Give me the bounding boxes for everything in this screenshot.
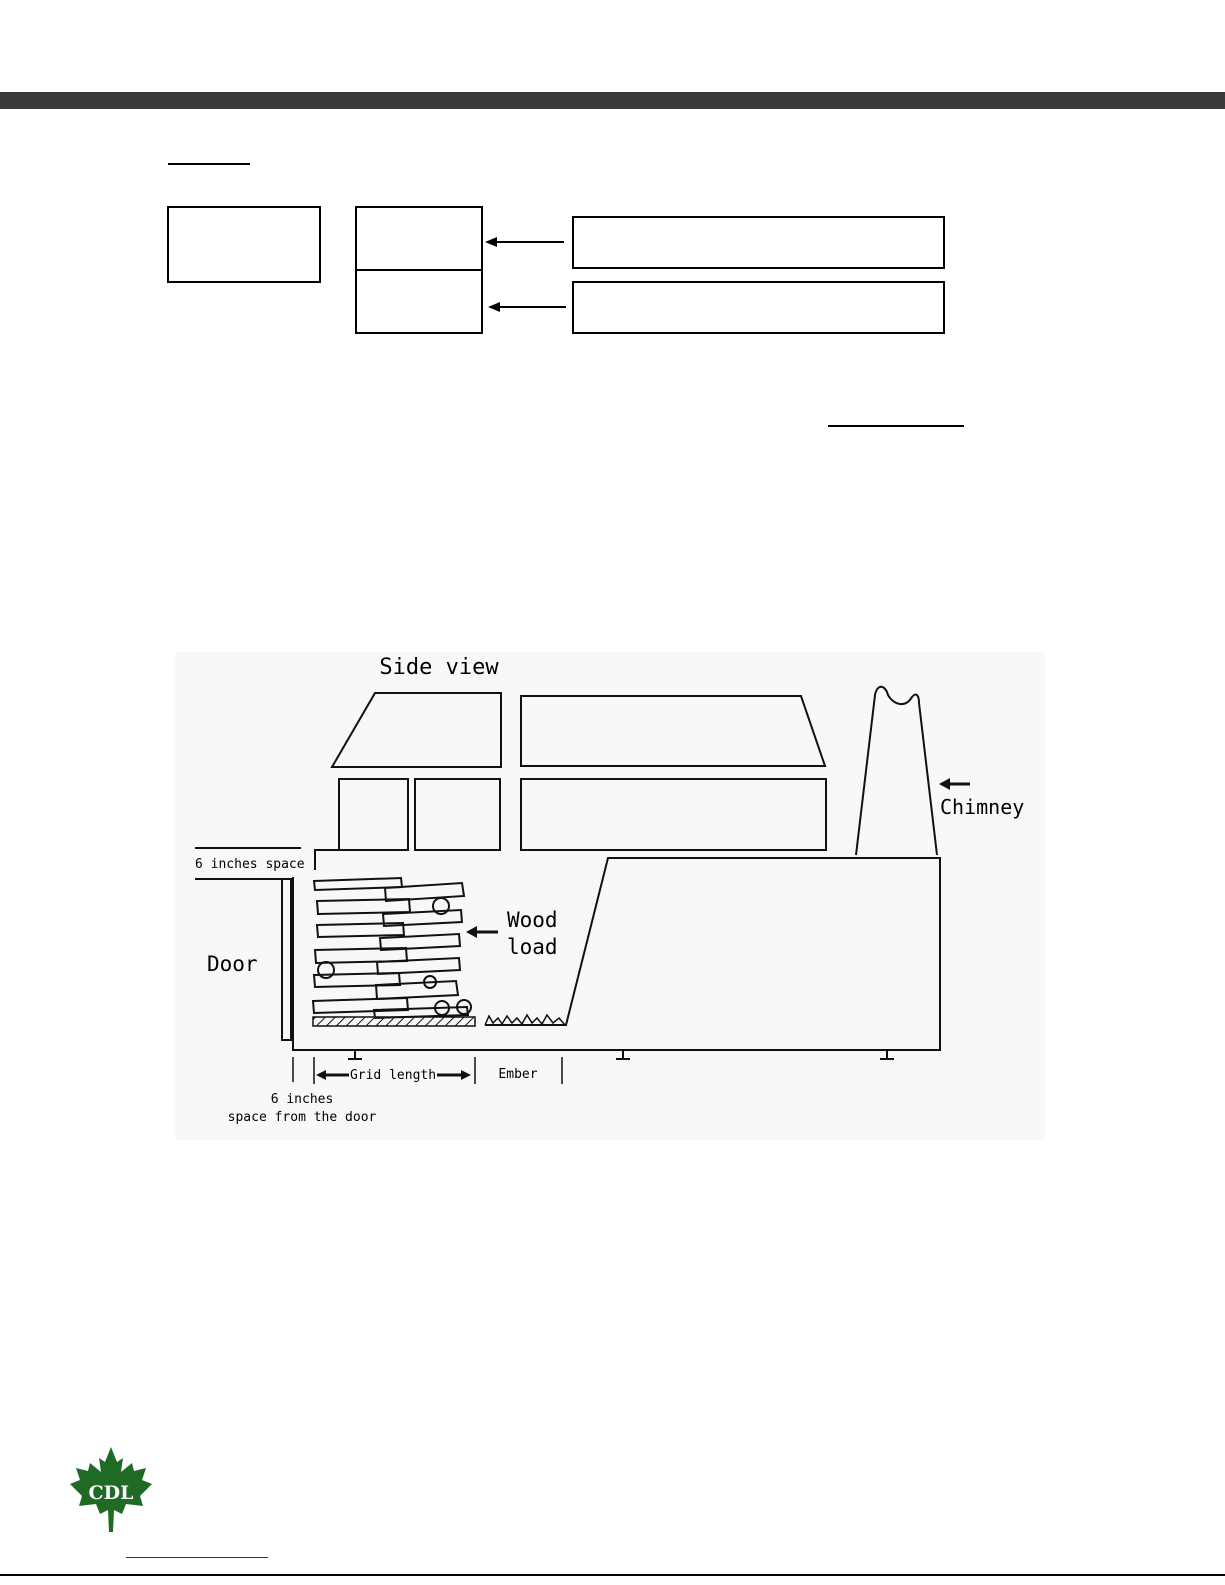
- logo-text: CDL: [88, 1482, 134, 1504]
- header-bar: [0, 92, 1225, 109]
- window-panel-3: [521, 779, 826, 850]
- grid-length-arrowhead-left: [316, 1070, 326, 1080]
- footer-rule: [0, 1574, 1225, 1576]
- arrow-top-head: [485, 237, 497, 247]
- roof-panel-right: [521, 696, 825, 766]
- space-from-door-label: space from the door: [227, 1110, 377, 1125]
- blank-box-left: [167, 206, 321, 283]
- chimney-arrow-head: [939, 778, 950, 790]
- ember-label: Ember: [498, 1067, 538, 1082]
- ember-bed: [485, 1015, 565, 1025]
- arrow-bottom-head: [488, 302, 500, 312]
- roof-panel-left: [332, 693, 501, 767]
- wood-load-arrow-head: [466, 926, 477, 938]
- furnace-side-view-diagram: [175, 652, 1045, 1140]
- log: [376, 981, 458, 999]
- door-label: Door: [207, 952, 258, 976]
- answer-underline: [828, 425, 964, 427]
- cdl-logo: [66, 1444, 156, 1536]
- stacked-box-top: [355, 206, 483, 271]
- grid-length-label: Grid length: [349, 1068, 437, 1083]
- wood-label: Wood: [507, 908, 558, 932]
- side-view-title: Side view: [379, 655, 499, 680]
- foot-1: [348, 1051, 362, 1059]
- heading-underline: [168, 163, 250, 165]
- six-inches-space-label: 6 inches space: [195, 857, 305, 872]
- grid-length-arrowhead-right: [461, 1070, 471, 1080]
- window-panel-1: [339, 779, 408, 850]
- foot-3: [880, 1051, 894, 1059]
- grid: [313, 1017, 475, 1026]
- footer-link-underline[interactable]: [126, 1557, 268, 1558]
- label-box-top: [572, 216, 945, 269]
- foot-2: [616, 1051, 630, 1059]
- six-inches-label: 6 inches: [270, 1092, 334, 1107]
- load-label: load: [507, 935, 558, 959]
- log: [313, 998, 408, 1013]
- door: [282, 879, 291, 1040]
- wood-load: [313, 878, 471, 1018]
- label-box-bottom: [572, 281, 945, 334]
- log: [377, 958, 460, 974]
- stacked-box-bottom: [355, 269, 483, 334]
- chimney-outline: [856, 687, 937, 855]
- chimney-label: Chimney: [940, 795, 1025, 819]
- schematic-arrows: [480, 230, 572, 320]
- window-panel-2: [415, 779, 500, 850]
